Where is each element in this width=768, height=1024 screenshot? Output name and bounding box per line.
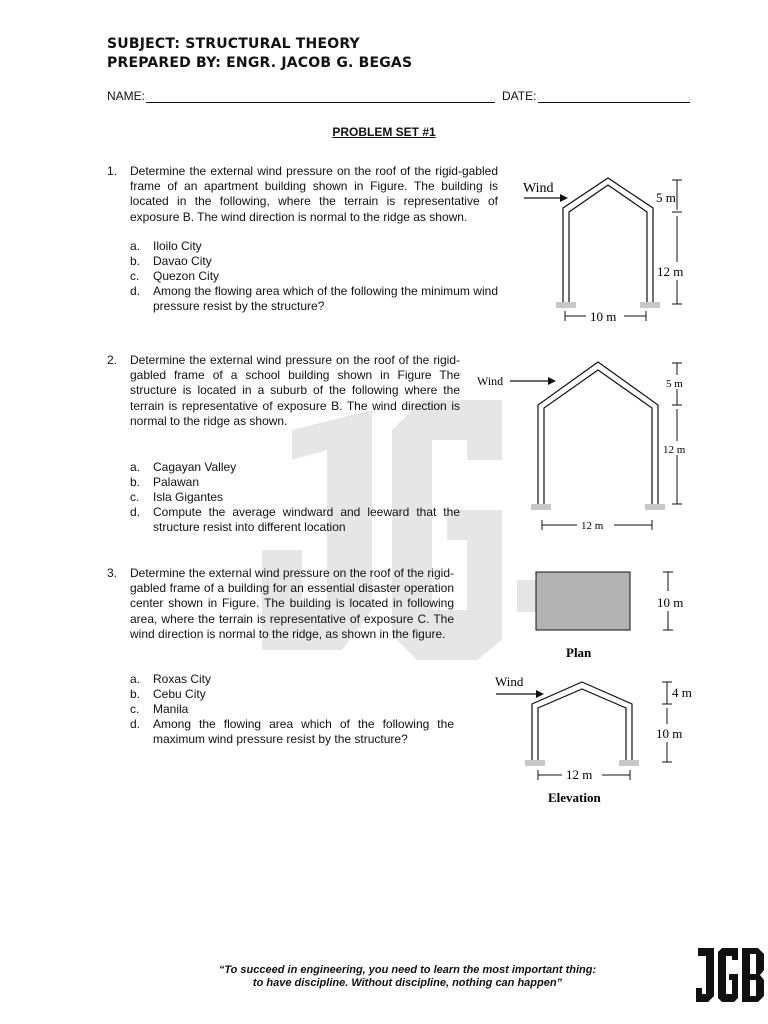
name-field-line[interactable] (146, 102, 495, 103)
option-text: Cebu City (153, 687, 206, 701)
figure-3-wind-label: Wind (495, 674, 524, 689)
problem-3-number: 3. (107, 566, 118, 580)
figure-3-plan (528, 566, 708, 664)
name-label: NAME: (107, 89, 146, 103)
date-field-line[interactable] (538, 102, 690, 103)
subject-heading: SUBJECT: STRUCTURAL THEORY (107, 36, 360, 52)
figure-1-gable-frame (520, 170, 700, 330)
option-text: Quezon City (153, 269, 220, 283)
frame-inner (538, 689, 626, 760)
option-text: Roxas City (153, 672, 212, 686)
option-letter: c. (130, 490, 140, 504)
figure-3-elevation (492, 672, 702, 812)
option-text: Cagayan Valley (153, 460, 237, 474)
problem-2-text: Determine the external wind pressure on the roof of the rigid-gabled frame of a school building shown in Figure The structure is located in a suburb of the following where the terrain is representative of exposure B. The wind direction is normal to the ridge as shown. (130, 353, 460, 428)
option-letter: d. (130, 505, 141, 519)
elevation-caption: Elevation (548, 790, 601, 805)
option-letter: a. (130, 239, 141, 253)
option-letter: b. (130, 254, 141, 268)
problem-set-title: PROBLEM SET #1 (332, 125, 436, 139)
figure-2-roof-height: 5 m (666, 378, 683, 390)
problem-1-options (130, 239, 498, 319)
option-letter: d. (130, 284, 141, 298)
frame-outer (532, 682, 632, 760)
problem-1-text: Determine the external wind pressure on the roof of the rigid-gabled frame of an apartment building shown in Figure. The building is located in the following, where the terrain is representative of exposure B. The wind direction is normal to the ridge as shown. (130, 164, 498, 224)
option-text: Among the flowing area which of the following the minimum wind pressure resist by the structure? (153, 284, 498, 314)
prepared-by-heading: PREPARED BY: ENGR. JACOB G. BEGAS (107, 55, 413, 71)
figure-2-span: 12 m (581, 520, 604, 532)
footing-right (619, 760, 639, 766)
frame-inner (569, 185, 647, 302)
footing-left (525, 760, 545, 766)
footer-quote (150, 964, 665, 990)
plan-rectangle (536, 572, 630, 630)
option-letter: a. (130, 672, 141, 686)
figure-2-gable-frame (474, 355, 694, 540)
frame-inner (544, 370, 652, 504)
quote-line-1: “To succeed in engineering, you need to learn the most important thing: (218, 964, 597, 976)
footing-right (640, 302, 660, 308)
figure-1-span: 10 m (590, 309, 617, 324)
option-text: Manila (153, 702, 189, 716)
figure-3-plan-dim: 10 m (657, 595, 684, 610)
plan-caption: Plan (566, 645, 592, 660)
figure-3-span: 12 m (566, 767, 593, 782)
option-text: Among the flowing area which of the following the maximum wind pressure resist by the structure? (153, 717, 454, 747)
option-text: Isla Gigantes (153, 490, 224, 504)
option-text: Davao City (153, 254, 212, 268)
option-letter: d. (130, 717, 141, 731)
frame-outer (538, 362, 658, 504)
option-letter: a. (130, 460, 141, 474)
problem-2-number: 2. (107, 353, 118, 367)
jgb-logo (694, 944, 766, 1006)
option-text: Palawan (153, 475, 200, 489)
frame-outer (563, 178, 653, 302)
figure-1-wall-height: 12 m (657, 264, 684, 279)
date-label: DATE: (502, 89, 537, 103)
option-text: Iloilo City (153, 239, 202, 253)
option-letter: c. (130, 702, 140, 716)
wind-arrow-head (548, 377, 556, 385)
option-text: Compute the average windward and leeward that the structure resist into different location (153, 505, 460, 535)
wind-arrow-head (560, 194, 568, 202)
option-letter: b. (130, 475, 141, 489)
footing-left (531, 504, 551, 510)
problem-2-options (130, 460, 460, 540)
figure-3-wall-height: 10 m (656, 726, 683, 741)
footing-left (556, 302, 576, 308)
quote-line-2: to have discipline. Without discipline, nothing can happen” (252, 977, 563, 989)
figure-1-wind-label: Wind (523, 181, 554, 196)
problem-3-text: Determine the external wind pressure on the roof of the rigid-gabled frame of a building for an essential disaster operation center shown in Figure. The building is located in following area, where the terrain is representative of exposure C. The wind direction is normal to the ridge, as shown in the figure. (130, 566, 454, 641)
option-letter: c. (130, 269, 140, 283)
footing-right (645, 504, 665, 510)
figure-2-wind-label: Wind (477, 374, 504, 388)
option-letter: b. (130, 687, 141, 701)
figure-3-roof-height: 4 m (672, 685, 692, 700)
wind-arrow-head (536, 690, 544, 698)
problem-1-number: 1. (107, 164, 118, 178)
figure-2-wall-height: 12 m (663, 444, 686, 456)
problem-3-options (130, 672, 454, 752)
figure-1-roof-height: 5 m (656, 190, 676, 205)
